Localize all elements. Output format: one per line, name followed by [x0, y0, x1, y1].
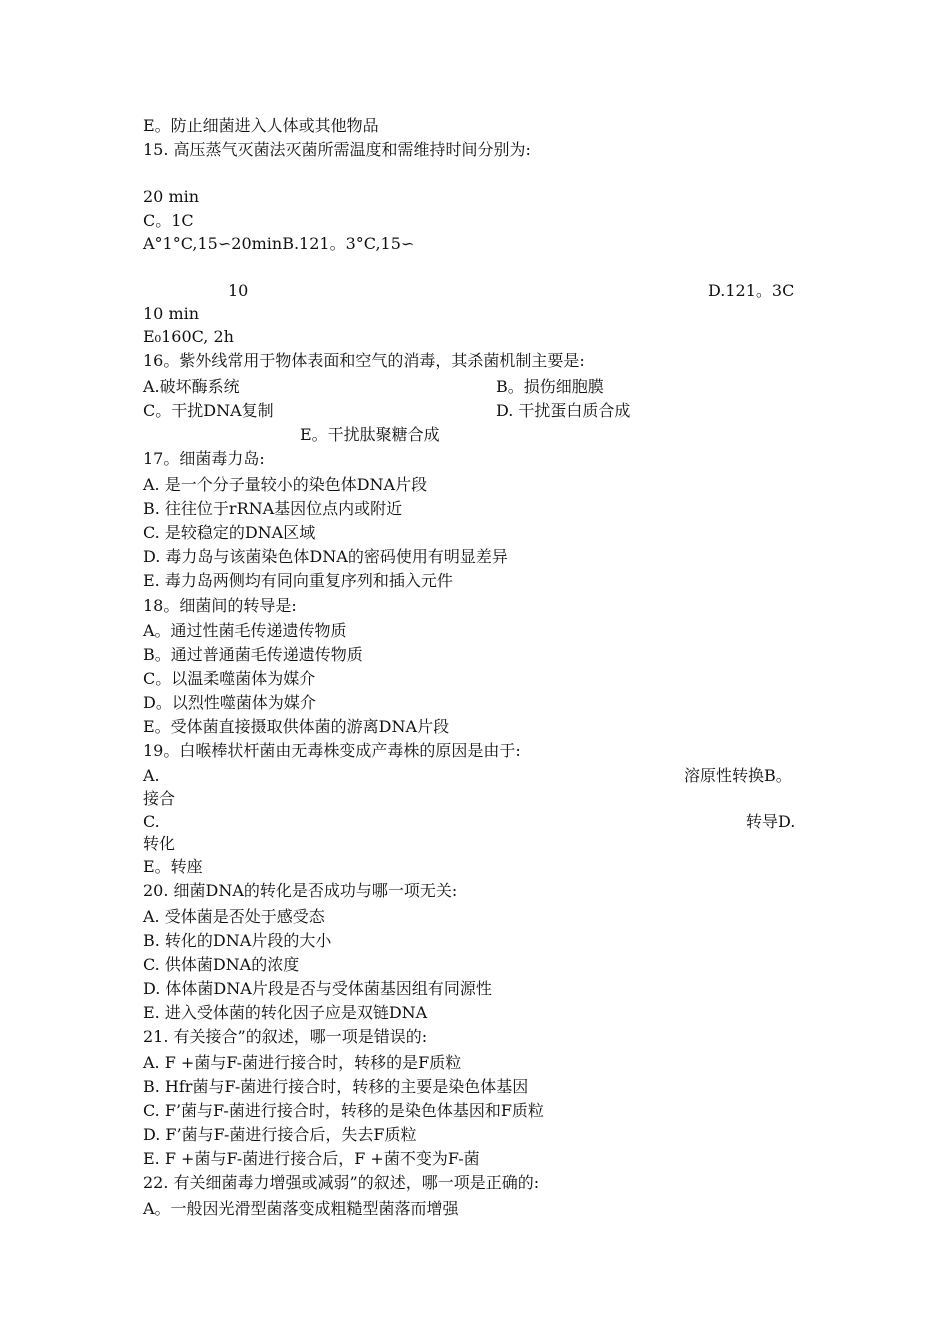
q17-option-b: B. 往往位于rRNA基因位点内或附近 — [143, 499, 403, 518]
q19-option-b-text: 接合 — [143, 789, 176, 808]
q15-fragment: 10 — [228, 281, 249, 300]
q14-option-e: E。防止细菌进入人体或其他物品 — [143, 116, 379, 135]
q15-option-e: E₀160C, 2h — [143, 327, 234, 346]
q16-option-b: B。损伤细胞膜 — [496, 377, 604, 396]
q15-option-d: D.121。3C — [708, 281, 795, 300]
q16-option-d: D. 干扰蛋白质合成 — [496, 401, 631, 420]
q16-option-e: E。干扰肽聚糖合成 — [300, 425, 440, 444]
q17-option-e: E. 毒力岛两侧均有同向重复序列和插入元件 — [143, 571, 453, 590]
q19-option-e: E。转座 — [143, 857, 203, 876]
q19-stem: 19。白喉棒状杆菌由无毒株变成产毒株的原因是由于: — [143, 741, 521, 760]
q17-option-d: D. 毒力岛与该菌染色体DNA的密码使用有明显差异 — [143, 547, 508, 566]
q16-option-c: C。干扰DNA复制 — [143, 401, 274, 420]
q18-option-a: A。通过性菌毛传递遗传物质 — [143, 621, 347, 640]
q21-option-b: B. Hfr菌与F-菌进行接合时，转移的主要是染色体基因 — [143, 1077, 529, 1096]
q17-option-c: C. 是较稳定的DNA区域 — [143, 523, 316, 542]
q20-option-a: A. 受体菌是否处于感受态 — [143, 907, 325, 926]
q18-option-b: B。通过普通菌毛传递遗传物质 — [143, 645, 363, 664]
q18-option-c: C。以温柔噬菌体为媒介 — [143, 669, 316, 688]
q20-stem: 20. 细菌DNA的转化是否成功与哪一项无关: — [143, 881, 458, 900]
q20-option-b: B. 转化的DNA片段的大小 — [143, 931, 332, 950]
q15-fragment: 20 min — [143, 187, 200, 206]
q15-option-c: C。1C — [143, 211, 194, 230]
q18-stem: 18。细菌间的转导是: — [143, 596, 297, 615]
q16-stem: 16。紫外线常用于物体表面和空气的消毒，其杀菌机制主要是: — [143, 351, 585, 370]
q20-option-d: D. 体体菌DNA片段是否与受体菌基因组有同源性 — [143, 979, 492, 998]
q18-option-e: E。受体菌直接摄取供体菌的游离DNA片段 — [143, 717, 450, 736]
q19-option-a-b: 溶原性转换B。 — [684, 766, 792, 785]
q21-option-e: E. F +菌与F-菌进行接合后，F +菌不变为F-菌 — [143, 1149, 480, 1168]
q17-option-a: A. 是一个分子量较小的染色体DNA片段 — [143, 475, 428, 494]
q17-stem: 17。细菌毒力岛: — [143, 449, 265, 468]
q20-option-c: C. 供体菌DNA的浓度 — [143, 955, 300, 974]
q15-option-a-b: A°1°C,15∽20minB.121。3°C,15∽ — [143, 234, 415, 253]
q15-fragment: 10 min — [143, 304, 200, 323]
q19-option-c-label: C. — [143, 812, 160, 831]
q16-option-a: A.破坏酶系统 — [143, 377, 240, 396]
q22-stem: 22. 有关细菌毒力增强或减弱”的叙述，哪一项是正确的: — [143, 1173, 540, 1192]
q20-option-e: E. 进入受体菌的转化因子应是双链DNA — [143, 1003, 428, 1022]
q18-option-d: D。以烈性噬菌体为媒介 — [143, 693, 316, 712]
q19-option-a-label: A. — [143, 766, 160, 785]
q21-stem: 21. 有关接合”的叙述，哪一项是错误的: — [143, 1027, 428, 1046]
q22-option-a: A。一般因光滑型菌落变成粗糙型菌落而增强 — [143, 1199, 459, 1218]
q21-option-d: D. F’菌与F-菌进行接合后，失去F质粒 — [143, 1125, 417, 1144]
q21-option-a: A. F +菌与F-菌进行接合时，转移的是F质粒 — [143, 1053, 462, 1072]
q21-option-c: C. F’菌与F-菌进行接合时，转移的是染色体基因和F质粒 — [143, 1101, 544, 1120]
q15-stem: 15. 高压蒸气灭菌法灭菌所需温度和需维持时间分别为: — [143, 140, 531, 159]
q19-option-c-d: 转导D. — [746, 812, 796, 831]
q19-option-d-text: 转化 — [143, 834, 176, 853]
